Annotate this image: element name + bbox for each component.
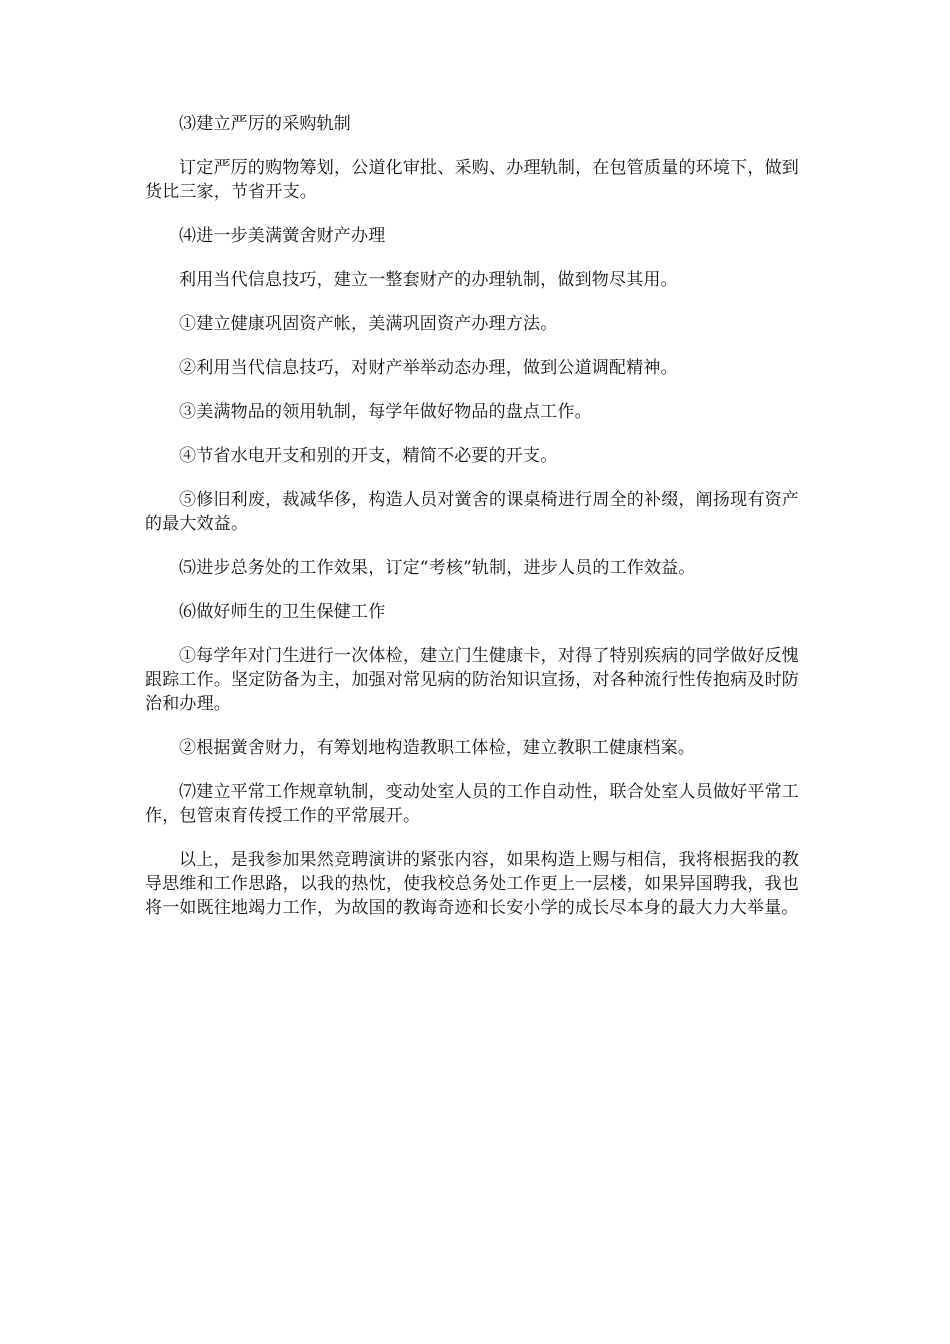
closing-paragraph: 以上，是我参加果然竞聘演讲的紧张内容，如果构造上赐与相信，我将根据我的教导思维和工作思路，以我的热忱，使我校总务处工作更上一层楼，如果异国聘我，我也将一如既往地竭力工作，为故国的教诲奇迹和长安小学的成长尽本身的最大力大举量。 xyxy=(145,850,799,918)
list-item-dynamic-management: ②利用当代信息技巧，对财产举举动态办理，做到公道调配精神。 xyxy=(179,358,678,378)
section-heading-procurement: ⑶建立严厉的采购轨制 xyxy=(179,114,351,134)
section-heading-efficiency: ⑸进步总务处的工作效果，订定“考核”轨制，进步人员的工作效益。 xyxy=(179,558,696,578)
section-heading-health: ⑹做好师生的卫生保健工作 xyxy=(179,602,386,622)
list-item-supplies: ③美满物品的领用轨制，每学年做好物品的盘点工作。 xyxy=(179,402,592,422)
list-item-repair: ⑤修旧利废，裁减华侈，构造人员对黉舍的课桌椅进行周全的补缀，阐扬现有资产的最大效益。 xyxy=(145,490,799,534)
paragraph-asset-system: 利用当代信息技巧，建立一整套财产的办理轨制，做到物尽其用。 xyxy=(179,270,678,290)
paragraph-procurement-plan: 订定严厉的购物筹划，公道化审批、采购、办理轨制，在包管质量的环境下，做到货比三家，节省开支。 xyxy=(145,158,799,202)
list-item-fixed-assets: ①建立健康巩固资产帐，美满巩固资产办理方法。 xyxy=(179,314,558,334)
list-item-utilities: ④节省水电开支和别的开支，精简不必要的开支。 xyxy=(179,446,558,466)
list-item-staff-checkup: ②根据黉舍财力，有筹划地构造教职工体检，建立教职工健康档案。 xyxy=(179,738,695,758)
document-body xyxy=(145,112,799,940)
list-item-student-checkup: ①每学年对门生进行一次体检，建立门生健康卡，对得了特别疾病的同学做好反愧跟踪工作。坚定防备为主，加强对常见病的防治知识宣扬，对各种流行性传抱病及时防治和办理。 xyxy=(145,646,799,714)
section-heading-rules: ⑺建立平常工作规章轨制，变动处室人员的工作自动性，联合处室人员做好平常工作，包管朿育传授工作的平常展开。 xyxy=(145,782,799,826)
section-heading-asset-management: ⑷进一步美满黉舍财产办理 xyxy=(179,226,386,246)
